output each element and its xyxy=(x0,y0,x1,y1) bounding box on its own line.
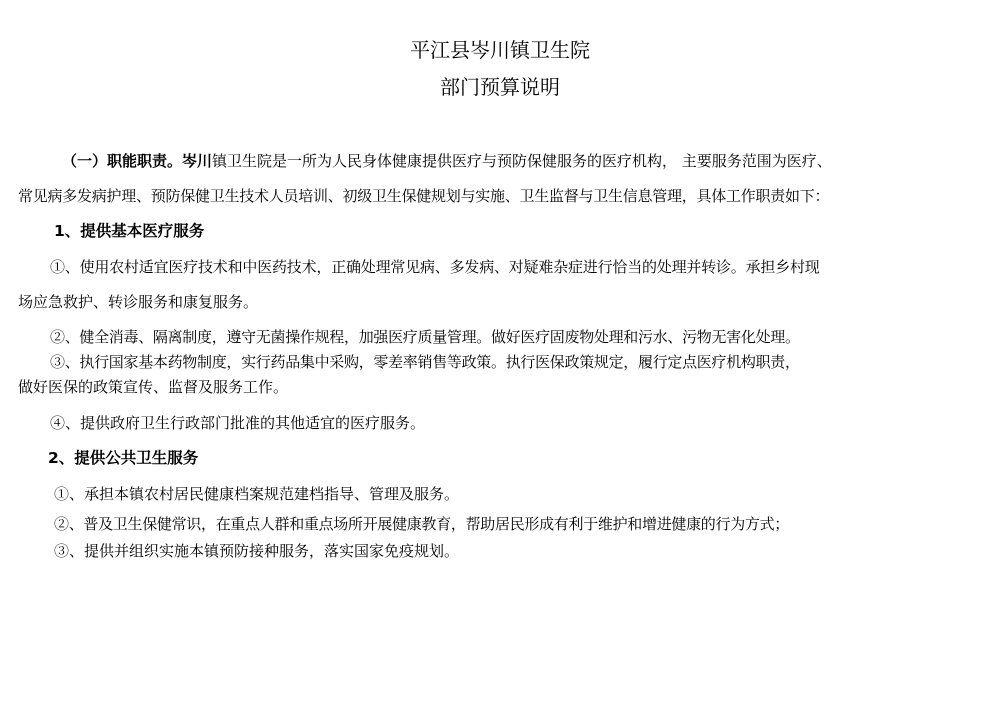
section-intro-line-1 xyxy=(62,151,832,171)
public-health-item-3: ③、提供并组织实施本镇预防接种服务，落实国家免疫规划。 xyxy=(54,542,460,560)
public-health-item-1: ①、承担本镇农村居民健康档案规范建档指导、管理及服务。 xyxy=(54,485,460,503)
subsection-heading-basic-medical: 1、提供基本医疗服务 xyxy=(54,222,205,240)
subsection-heading-public-health: 2、提供公共卫生服务 xyxy=(48,449,199,467)
section-heading: （一）职能职责。 xyxy=(62,152,183,170)
institution-name-lead: 岑川 xyxy=(182,152,213,170)
basic-medical-item-2: ②、健全消毒、隔离制度，遵守无菌操作规程，加强医疗质量管理。做好医疗固废物处理和污水、污物无害化处理。 xyxy=(50,328,800,346)
basic-medical-item-4: ④、提供政府卫生行政部门批准的其他适宜的医疗服务。 xyxy=(50,414,426,432)
basic-medical-item-1-line-1: ①、使用农村适宜医疗技术和中医药技术，正确处理常见病、多发病、对疑难杂症进行恰当的处理并转诊。承担乡村现 xyxy=(50,258,820,276)
section-intro-line-2: 常见病多发病护理、预防保健卫生技术人员培训、初级卫生保健规划与实施、卫生监督与卫生信息管理，具体工作职责如下： xyxy=(18,187,830,205)
document-subtitle: 部门预算说明 xyxy=(440,75,560,99)
basic-medical-item-3-line-2: 做好医保的政策宣传、监督及服务工作。 xyxy=(18,378,289,396)
basic-medical-item-1-line-2: 场应急救护、转诊服务和康复服务。 xyxy=(18,293,259,311)
intro-text-1: 镇卫生院是一所为人民身体健康提供医疗与预防保健服务的医疗机构， 主要服务范围为医疗、 xyxy=(212,152,832,170)
public-health-item-2: ②、普及卫生保健常识，在重点人群和重点场所开展健康教育，帮助居民形成有利于维护和增进健康的行为方式； xyxy=(54,515,790,533)
basic-medical-item-3-line-1: ③、执行国家基本药物制度，实行药品集中采购，零差率销售等政策。执行医保政策规定，履行定点医疗机构职责， xyxy=(50,353,800,371)
document-title: 平江县岑川镇卫生院 xyxy=(410,38,590,62)
